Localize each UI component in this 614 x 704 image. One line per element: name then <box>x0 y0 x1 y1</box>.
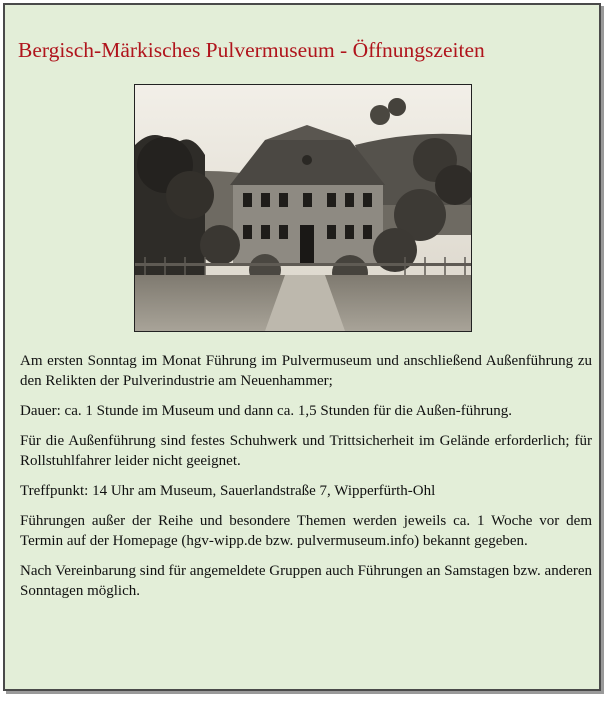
paragraph-group-tours: Nach Vereinbarung sind für angemeldete Gruppen auch Führungen an Samstagen bzw. anderen Sonntagen möglich. <box>20 563 592 599</box>
info-panel <box>3 3 601 691</box>
paragraph-meeting-point: Treffpunkt: 14 Uhr am Museum, Sauerlandstraße 7, Wipperfürth-Ohl <box>20 483 436 499</box>
museum-photo <box>134 84 472 332</box>
paragraph-special-tours: Führungen außer der Reihe und besondere Themen werden jeweils ca. 1 Woche vor dem Termin auf der Homepage (hgv-wipp.de bzw. pulvermuseum.info) bekannt gegeben. <box>20 513 592 549</box>
paragraph-footwear: Für die Außenführung sind festes Schuhwerk und Trittsicherheit im Gelände erforderlich; für Rollstuhlfahrer leider nicht geeignet. <box>20 433 592 469</box>
paragraph-tour-monthly: Am ersten Sonntag im Monat Führung im Pulvermuseum und anschließend Außenführung zu den Relikten der Pulverindustrie am Neuenhammer; <box>20 353 592 389</box>
info-text <box>20 351 592 611</box>
paragraph-duration: Dauer: ca. 1 Stunde im Museum und dann ca. 1,5 Stunden für die Außen-führung. <box>20 403 512 419</box>
page-title: Bergisch-Märkisches Pulvermuseum - Öffnungszeiten <box>18 38 485 62</box>
